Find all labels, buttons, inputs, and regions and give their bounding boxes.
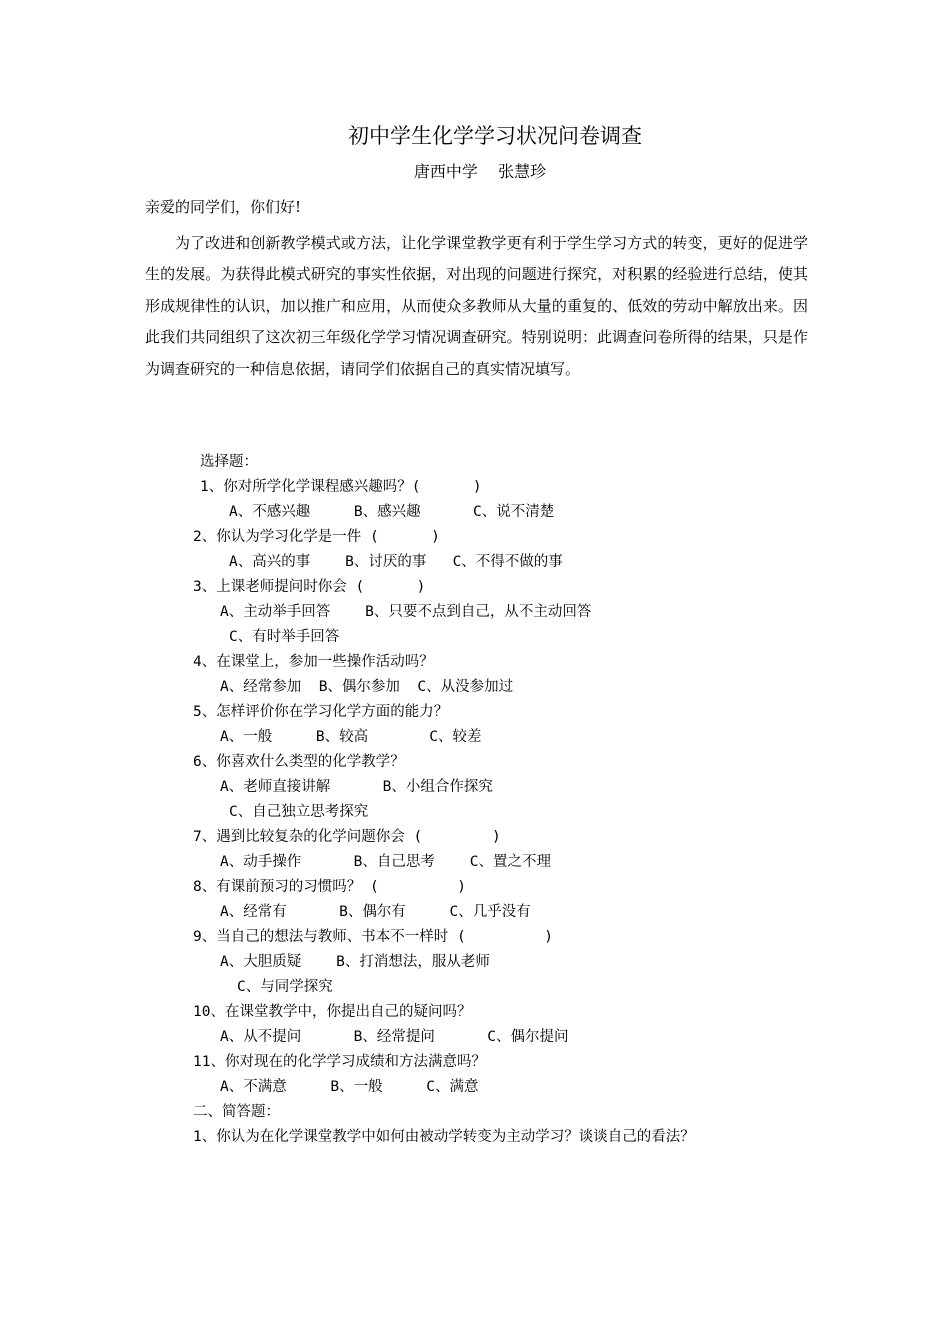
question-7-options: A、动手操作 B、自己思考 C、置之不理 [220, 854, 551, 870]
question-11: 11、你对现在的化学学习成绩和方法满意吗？ [193, 1054, 486, 1070]
question-7: 7、遇到比较复杂的化学问题你会 ( ) [193, 829, 501, 845]
short-question-1: 1、你认为在化学课堂教学中如何由被动学转变为主动学习？谈谈自己的看法？ [193, 1129, 695, 1145]
question-2-options: A、高兴的事 B、讨厌的事 C、不得不做的事 [229, 554, 563, 570]
question-9: 9、当自己的想法与教师、书本不一样时 ( ) [193, 929, 553, 945]
question-4-options: A、经常参加 B、偶尔参加 C、从没参加过 [220, 679, 514, 695]
greeting: 亲爱的同学们，你们好! [145, 198, 302, 216]
question-2: 2、你认为学习化学是一件 ( ) [193, 529, 440, 545]
author-line: 唐西中学 张慧珍 [413, 162, 547, 181]
question-8: 8、有课前预习的习惯吗？ ( ) [193, 879, 466, 895]
section-heading-short-answer: 二、简答题： [193, 1104, 280, 1120]
question-11-options: A、不满意 B、一般 C、满意 [220, 1079, 479, 1095]
question-5: 5、怎样评价你在学习化学方面的能力？ [193, 704, 449, 720]
question-3-options: A、主动举手回答 B、只要不点到自己，从不主动回答 [220, 604, 592, 620]
question-10-options: A、从不提问 B、经常提问 C、偶尔提问 [220, 1029, 569, 1045]
section-heading-choice: 选择题： [200, 454, 258, 470]
question-6-options-extra: C、自己独立思考探究 [229, 804, 369, 820]
question-6: 6、你喜欢什么类型的化学教学？ [193, 754, 405, 770]
question-1-options: A、不感兴趣 B、感兴趣 C、说不清楚 [229, 504, 555, 520]
question-3: 3、上课老师提问时你会 ( ) [193, 579, 426, 595]
question-5-options: A、一般 B、较高 C、较差 [220, 729, 482, 745]
intro-paragraph: 为了改进和创新教学模式或方法，让化学课堂教学更有利于学生学习方式的转变，更好的促进学生的发展。为获得此模式研究的事实性依据，对出现的问题进行探究，对积累的经验进行总结，使其形成规律性的认识，加以推广和应用，从而使众多教师从大量的重复的、低效的劳动中解放出来。因此我们共同组织了这次初三年级化学学习情况调查研究。特别说明：此调查问卷所得的结果，只是作为调查研究的一种信息依据，请同学们依据自己的真实情况填写。 [145, 234, 808, 378]
question-10: 10、在课堂教学中，你提出自己的疑问吗？ [193, 1004, 472, 1020]
document-title: 初中学生化学学习状况问卷调查 [348, 124, 642, 148]
question-6-options: A、老师直接讲解 B、小组合作探究 [220, 779, 493, 795]
question-9-options-extra: C、与同学探究 [237, 979, 333, 995]
question-8-options: A、经常有 B、偶尔有 C、几乎没有 [220, 904, 531, 920]
question-9-options: A、大胆质疑 B、打消想法，服从老师 [220, 954, 490, 970]
question-3-options-extra: C、有时举手回答 [229, 629, 340, 645]
question-4: 4、在课堂上，参加一些操作活动吗？ [193, 654, 434, 670]
question-1: 1、你对所学化学课程感兴趣吗？( ) [200, 479, 482, 495]
